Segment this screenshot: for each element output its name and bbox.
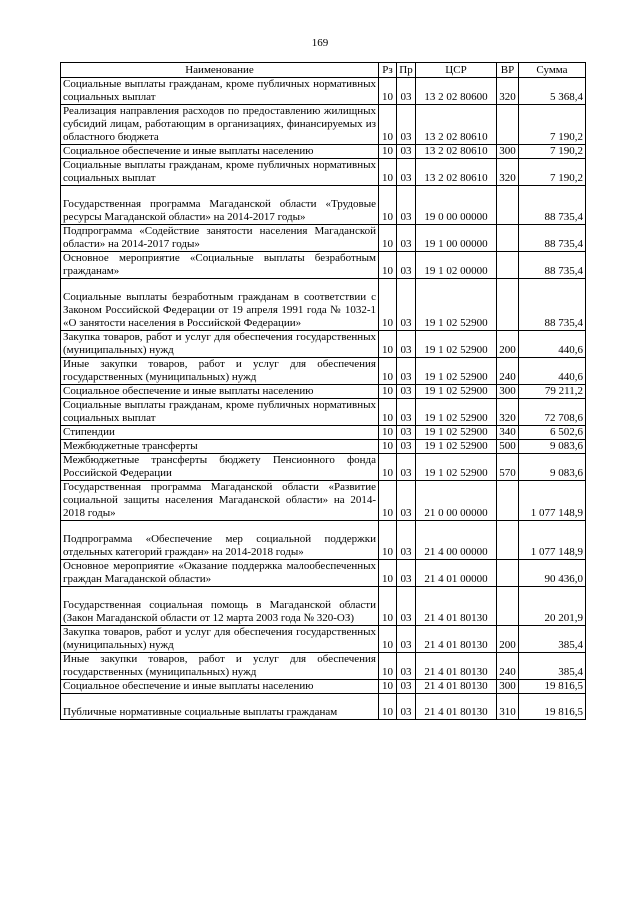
cell-pr: 03: [397, 331, 416, 358]
cell-name: Государственная программа Магаданской области «Развитие социальной защиты населения Магаданской области» на 2014-2018 годы»: [61, 481, 379, 521]
cell-name: Социальные выплаты безработным гражданам в соответствии с Законом Российской Федерации от 19 апреля 1991 года № 1032-1 «О занятости населения в Российской Федерации»: [61, 279, 379, 331]
cell-vr: 300: [497, 145, 519, 159]
cell-pr: 03: [397, 186, 416, 225]
cell-name: Государственная социальная помощь в Магаданской области (Закон Магаданской области от 12 марта 2003 года № 320-ОЗ): [61, 587, 379, 626]
cell-vr: [497, 560, 519, 587]
cell-pr: 03: [397, 385, 416, 399]
cell-name: Межбюджетные трансферты: [61, 440, 379, 454]
cell-pr: 03: [397, 560, 416, 587]
table-row: [61, 694, 586, 720]
column-header-sum: Сумма: [519, 63, 586, 78]
cell-vr: 320: [497, 159, 519, 186]
cell-rz: 10: [379, 105, 397, 145]
table-row: [61, 680, 586, 694]
cell-rz: 10: [379, 279, 397, 331]
cell-vr: 200: [497, 626, 519, 653]
table-row: [61, 560, 586, 587]
cell-sum: 88 735,4: [519, 186, 586, 225]
cell-csr: 19 1 02 00000: [416, 252, 497, 279]
cell-rz: 10: [379, 145, 397, 159]
cell-vr: [497, 105, 519, 145]
table-body: [61, 78, 586, 720]
table-row: [61, 426, 586, 440]
cell-rz: 10: [379, 186, 397, 225]
cell-pr: 03: [397, 159, 416, 186]
cell-pr: 03: [397, 680, 416, 694]
cell-rz: 10: [379, 521, 397, 560]
cell-vr: 500: [497, 440, 519, 454]
table-row: [61, 521, 586, 560]
cell-vr: 310: [497, 694, 519, 720]
cell-sum: 88 735,4: [519, 252, 586, 279]
cell-csr: 21 4 01 80130: [416, 680, 497, 694]
table-row: [61, 399, 586, 426]
cell-vr: 300: [497, 680, 519, 694]
cell-sum: 79 211,2: [519, 385, 586, 399]
cell-csr: 21 4 01 80130: [416, 587, 497, 626]
cell-vr: 240: [497, 653, 519, 680]
column-header-vr: ВР: [497, 63, 519, 78]
cell-vr: [497, 186, 519, 225]
cell-name: Социальное обеспечение и иные выплаты населению: [61, 385, 379, 399]
cell-name: Закупка товаров, работ и услуг для обеспечения государственных (муниципальных) нужд: [61, 626, 379, 653]
cell-vr: [497, 225, 519, 252]
page-number: 169: [311, 37, 329, 49]
cell-rz: 10: [379, 454, 397, 481]
table-row: [61, 78, 586, 105]
cell-rz: 10: [379, 426, 397, 440]
table-row: [61, 159, 586, 186]
cell-name: Основное мероприятие «Оказание поддержка малообеспеченных граждан Магаданской области»: [61, 560, 379, 587]
table-row: [61, 653, 586, 680]
cell-csr: 19 1 02 52900: [416, 358, 497, 385]
cell-pr: 03: [397, 358, 416, 385]
cell-name: Социальное обеспечение и иные выплаты населению: [61, 145, 379, 159]
cell-sum: 19 816,5: [519, 694, 586, 720]
cell-pr: 03: [397, 626, 416, 653]
cell-csr: 21 0 00 00000: [416, 481, 497, 521]
table-row: [61, 626, 586, 653]
cell-csr: 19 1 02 52900: [416, 279, 497, 331]
cell-csr: 21 4 01 80130: [416, 626, 497, 653]
cell-rz: 10: [379, 252, 397, 279]
cell-vr: [497, 521, 519, 560]
cell-rz: 10: [379, 653, 397, 680]
cell-name: Государственная программа Магаданской области «Трудовые ресурсы Магаданской области» на 2014-2017 годы»: [61, 186, 379, 225]
cell-csr: 21 4 01 80130: [416, 694, 497, 720]
cell-pr: 03: [397, 587, 416, 626]
cell-name: Иные закупки товаров, работ и услуг для обеспечения государственных (муниципальных) нужд: [61, 653, 379, 680]
cell-sum: 9 083,6: [519, 454, 586, 481]
table-row: [61, 481, 586, 521]
cell-sum: 88 735,4: [519, 225, 586, 252]
cell-name: Закупка товаров, работ и услуг для обеспечения государственных (муниципальных) нужд: [61, 331, 379, 358]
cell-name: Стипендии: [61, 426, 379, 440]
cell-sum: 440,6: [519, 331, 586, 358]
cell-sum: 72 708,6: [519, 399, 586, 426]
cell-pr: 03: [397, 521, 416, 560]
column-header-name: Наименование: [61, 63, 379, 78]
cell-rz: 10: [379, 481, 397, 521]
table-row: [61, 358, 586, 385]
cell-sum: 88 735,4: [519, 279, 586, 331]
cell-csr: 13 2 02 80610: [416, 105, 497, 145]
table-header-row: [61, 63, 586, 78]
cell-pr: 03: [397, 481, 416, 521]
cell-rz: 10: [379, 587, 397, 626]
cell-name: Подпрограмма «Обеспечение мер социальной поддержки отдельных категорий граждан» на 2014-2018 годы»: [61, 521, 379, 560]
table-row: [61, 279, 586, 331]
cell-pr: 03: [397, 145, 416, 159]
cell-csr: 19 1 02 52900: [416, 385, 497, 399]
cell-vr: 320: [497, 78, 519, 105]
cell-rz: 10: [379, 399, 397, 426]
cell-pr: 03: [397, 225, 416, 252]
cell-vr: 570: [497, 454, 519, 481]
cell-sum: 440,6: [519, 358, 586, 385]
cell-vr: [497, 481, 519, 521]
cell-pr: 03: [397, 252, 416, 279]
cell-name: Реализация направления расходов по предоставлению жилищных субсидий лицам, работающим в организациях, финансируемых из областного бюджета: [61, 105, 379, 145]
cell-sum: 90 436,0: [519, 560, 586, 587]
cell-rz: 10: [379, 680, 397, 694]
cell-vr: 340: [497, 426, 519, 440]
cell-sum: 5 368,4: [519, 78, 586, 105]
cell-rz: 10: [379, 560, 397, 587]
cell-rz: 10: [379, 694, 397, 720]
table-row: [61, 385, 586, 399]
table-row: [61, 105, 586, 145]
cell-pr: 03: [397, 78, 416, 105]
cell-pr: 03: [397, 694, 416, 720]
cell-csr: 13 2 02 80610: [416, 159, 497, 186]
cell-vr: 300: [497, 385, 519, 399]
cell-name: Социальные выплаты гражданам, кроме публичных нормативных социальных выплат: [61, 78, 379, 105]
table-row: [61, 440, 586, 454]
cell-name: Публичные нормативные социальные выплаты гражданам: [61, 694, 379, 720]
cell-sum: 19 816,5: [519, 680, 586, 694]
cell-rz: 10: [379, 385, 397, 399]
cell-pr: 03: [397, 399, 416, 426]
cell-name: Подпрограмма «Содействие занятости населения Магаданской области» на 2014-2017 годы»: [61, 225, 379, 252]
cell-rz: 10: [379, 78, 397, 105]
cell-csr: 21 4 01 80130: [416, 653, 497, 680]
cell-csr: 19 1 02 52900: [416, 454, 497, 481]
cell-csr: 19 1 02 52900: [416, 331, 497, 358]
cell-sum: 6 502,6: [519, 426, 586, 440]
cell-sum: 7 190,2: [519, 145, 586, 159]
cell-sum: 7 190,2: [519, 105, 586, 145]
cell-csr: 19 1 02 52900: [416, 426, 497, 440]
cell-sum: 385,4: [519, 626, 586, 653]
cell-csr: 19 1 02 52900: [416, 399, 497, 426]
cell-sum: 9 083,6: [519, 440, 586, 454]
cell-rz: 10: [379, 358, 397, 385]
cell-rz: 10: [379, 159, 397, 186]
column-header-rz: Рз: [379, 63, 397, 78]
cell-pr: 03: [397, 440, 416, 454]
table-row: [61, 145, 586, 159]
cell-sum: 7 190,2: [519, 159, 586, 186]
cell-sum: 1 077 148,9: [519, 521, 586, 560]
cell-csr: 21 4 00 00000: [416, 521, 497, 560]
cell-sum: 20 201,9: [519, 587, 586, 626]
cell-csr: 21 4 01 00000: [416, 560, 497, 587]
cell-csr: 19 1 00 00000: [416, 225, 497, 252]
cell-rz: 10: [379, 331, 397, 358]
cell-pr: 03: [397, 426, 416, 440]
cell-csr: 13 2 02 80600: [416, 78, 497, 105]
table-row: [61, 186, 586, 225]
cell-sum: 385,4: [519, 653, 586, 680]
cell-name: Основное мероприятие «Социальные выплаты безработным гражданам»: [61, 252, 379, 279]
column-header-pr: Пр: [397, 63, 416, 78]
cell-csr: 19 0 00 00000: [416, 186, 497, 225]
cell-name: Иные закупки товаров, работ и услуг для обеспечения государственных (муниципальных) нужд: [61, 358, 379, 385]
cell-vr: [497, 252, 519, 279]
table-row: [61, 252, 586, 279]
cell-csr: 13 2 02 80610: [416, 145, 497, 159]
table-row: [61, 225, 586, 252]
cell-vr: [497, 587, 519, 626]
table-row: [61, 331, 586, 358]
column-header-csr: ЦСР: [416, 63, 497, 78]
cell-name: Социальные выплаты гражданам, кроме публичных нормативных социальных выплат: [61, 399, 379, 426]
cell-name: Социальное обеспечение и иные выплаты населению: [61, 680, 379, 694]
cell-pr: 03: [397, 653, 416, 680]
cell-rz: 10: [379, 626, 397, 653]
cell-name: Социальные выплаты гражданам, кроме публичных нормативных социальных выплат: [61, 159, 379, 186]
budget-table: [60, 62, 586, 720]
cell-vr: 240: [497, 358, 519, 385]
cell-pr: 03: [397, 454, 416, 481]
cell-pr: 03: [397, 279, 416, 331]
cell-pr: 03: [397, 105, 416, 145]
cell-sum: 1 077 148,9: [519, 481, 586, 521]
cell-vr: [497, 279, 519, 331]
cell-vr: 200: [497, 331, 519, 358]
table-row: [61, 587, 586, 626]
cell-rz: 10: [379, 225, 397, 252]
cell-csr: 19 1 02 52900: [416, 440, 497, 454]
cell-rz: 10: [379, 440, 397, 454]
cell-name: Межбюджетные трансферты бюджету Пенсионного фонда Российской Федерации: [61, 454, 379, 481]
cell-vr: 320: [497, 399, 519, 426]
table-row: [61, 454, 586, 481]
